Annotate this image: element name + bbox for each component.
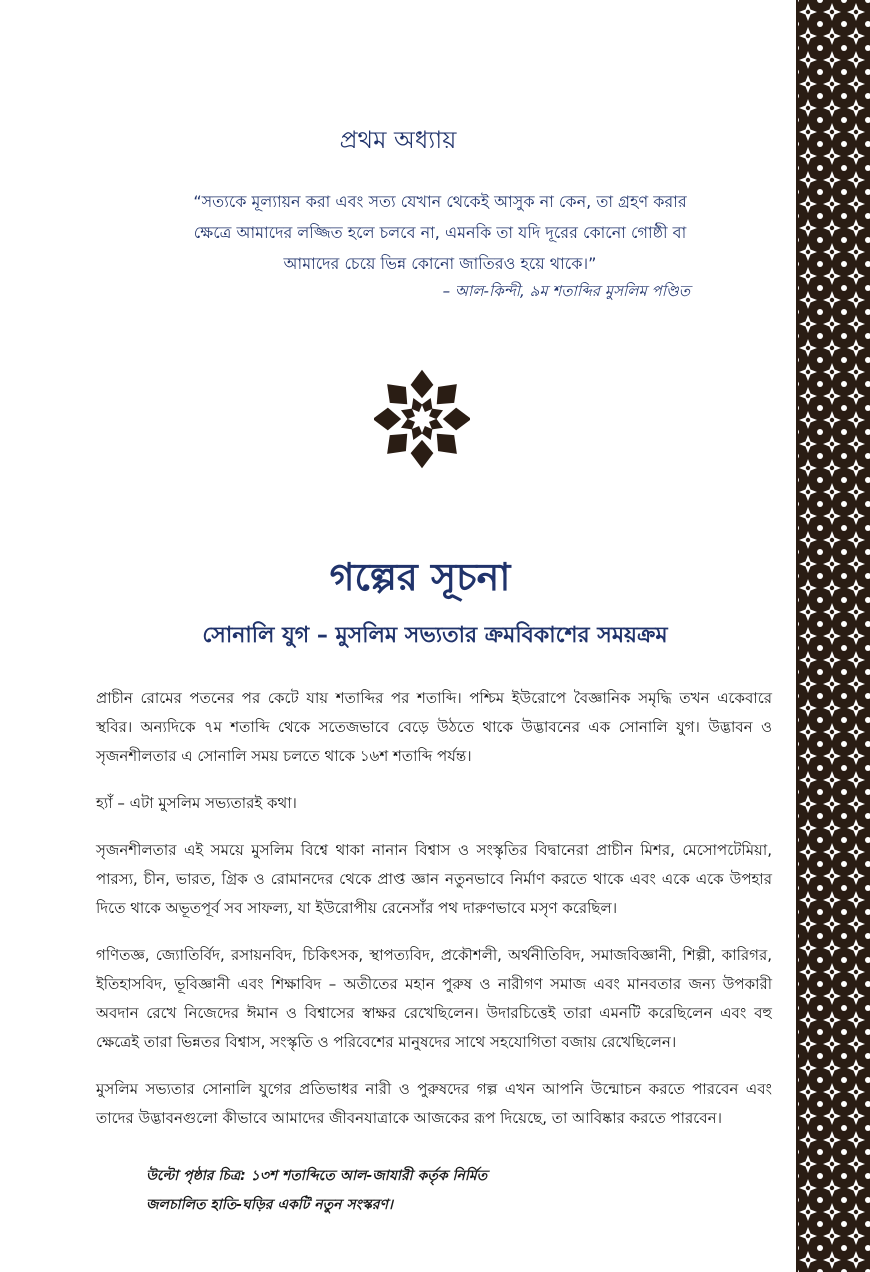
figure-caption bbox=[146, 1162, 626, 1220]
paragraph: হ্যাঁ – এটা মুসলিম সভ্যতারই কথা। bbox=[96, 794, 297, 812]
star-rosette-icon bbox=[374, 364, 470, 474]
paragraph: প্রাচীন রোমের পতনের পর কেটে যায় শতাব্দির পর শতাব্দি। পশ্চিম ইউরোপে বৈজ্ঞানিক সমৃদ্ধি তখন একেবারে স্থবির। অন্যদিকে ৭ম শতাব্দি থেকে সতেজভাবে বেড়ে উঠতে থাকে উদ্ভাবনের এক সোনালি যুগ। উদ্ভাবন ও সৃজনশীলতার এ সোনালি সময় চলতে থাকে ১৬শ শতাব্দি পর্যন্ত। bbox=[96, 689, 772, 765]
paragraph: মুসলিম সভ্যতার সোনালি যুগের প্রতিভাধর নারী ও পুরুষদের গল্প এখন আপনি উন্মোচন করতে পারবেন এবং তাদের উদ্ভাবনগুলো কীভাবে আমাদের জীবনযাত্রাকে আজকের রূপ দিয়েছে, তা আবিষ্কার করতে পারবেন। bbox=[96, 1080, 772, 1127]
body-text bbox=[96, 684, 772, 1151]
caption-line: জলচালিত হাতি-ঘড়ির একটি নতুন সংস্করণ। bbox=[146, 1197, 393, 1213]
caption-line: উল্টো পৃষ্ঠার চিত্র: ১৩শ শতাব্দিতে আল-জাযারী কর্তৃক নির্মিত bbox=[146, 1168, 488, 1184]
main-title: গল্পের সূচনা bbox=[329, 554, 511, 599]
paragraph: সৃজনশীলতার এই সময়ে মুসলিম বিশ্বে থাকা নানান বিশ্বাস ও সংস্কৃতির বিদ্বানেরা প্রাচীন মিশর, মেসোপটেমিয়া, পারস্য, চীন, ভারত, গ্রিক ও রোমানদের থেকে প্রাপ্ত জ্ঞান নতুনভাবে নির্মাণ করতে থাকে এবং একে একে উপহার দিতে থাকে অভূতপূর্ব সব সাফল্য, যা ইউরোপীয় রেনেসাঁর পথ দারুণভাবে মসৃণ করেছিল। bbox=[96, 841, 772, 917]
chapter-heading: প্রথম অধ্যায় bbox=[339, 126, 457, 154]
epigraph-quote: “সত্যকে মূল্যায়ন করা এবং সত্য যেখান থেকেই আসুক না কেন, তা গ্রহণ করার ক্ষেত্রে আমাদের লজ্জিত হলে চলবে না, এমনকি তা যদি দূরের কোনো গোষ্ঠী বা আমাদের চেয়ে ভিন্ন কোনো জাতিরও হয়ে থাকে।” bbox=[193, 192, 687, 273]
subtitle: সোনালি যুগ – মুসলিম সভ্যতার ক্রমবিকাশের সময়ক্রম bbox=[202, 623, 668, 648]
paragraph: গণিতজ্ঞ, জ্যোতির্বিদ, রসায়নবিদ, চিকিৎসক, স্থাপত্যবিদ, প্রকৌশলী, অর্থনীতিবিদ, সমাজবিজ্ঞানী, শিল্পী, কারিগর, ইতিহাসবিদ, ভূবিজ্ঞানী এবং শিক্ষাবিদ – অতীতের মহান পুরুষ ও নারীগণ সমাজ এবং মানবতার জন্য উপকারী অবদান রেখে নিজেদের ঈমান ও বিশ্বাসের স্বাক্ষর রেখেছিলেন। উদারচিত্তেই তারা এমনটি করেছিলেন এবং বহু ক্ষেত্রেই তারা ভিন্নতর বিশ্বাস, সংস্কৃতি ও পরিবেশের মানুষদের সাথে সহযোগিতা বজায় রেখেছিলেন। bbox=[96, 946, 772, 1051]
quote-attribution: – আল-কিন্দী, ৯ম শতাব্দির মুসলিম পণ্ডিত bbox=[442, 282, 690, 300]
